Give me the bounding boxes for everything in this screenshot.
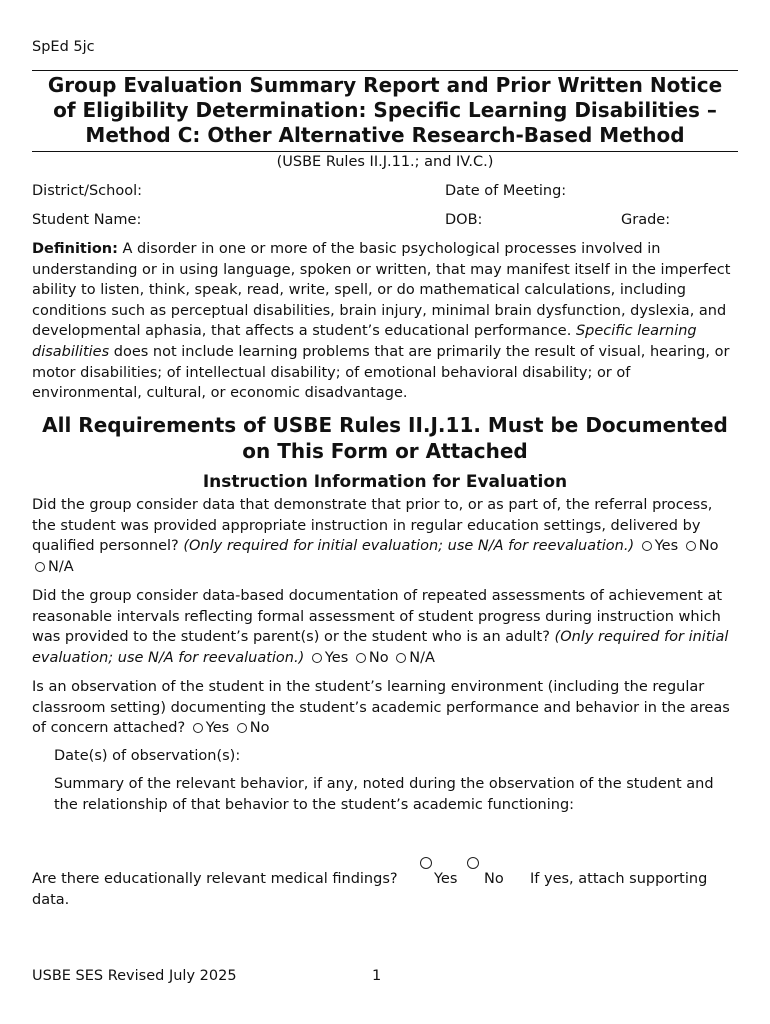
q2-no-option[interactable] bbox=[353, 650, 389, 666]
radio-icon[interactable] bbox=[686, 541, 696, 551]
title-line-2: of Eligibility Determination: Specific Learning Disabilities – bbox=[53, 98, 717, 122]
radio-icon[interactable] bbox=[237, 723, 247, 733]
question-1 bbox=[32, 495, 738, 577]
grade-field[interactable]: Grade: bbox=[621, 212, 671, 228]
definition-term: Specific learning disabilities bbox=[32, 323, 697, 360]
form-code: SpEd 5jc bbox=[32, 39, 95, 55]
rules-reference: (USBE Rules II.J.11.; and IV.C.) bbox=[276, 154, 494, 170]
definition-paragraph bbox=[32, 239, 738, 404]
date-of-meeting-field[interactable]: Date of Meeting: bbox=[445, 183, 567, 199]
definition-text-1: A disorder in one or more of the basic psychological processes involved in understanding or in using language, spoken or written, that may manifest itself in the imperfect ability to listen, think, speak, read, write, spell, or do mathematical calculations, including conditions such as perceptual disabilities, brain injury, minimal brain dysfunction, dyslexia, and developmental aphasia, that affects a student’s educational performance. bbox=[32, 241, 731, 340]
radio-icon[interactable] bbox=[356, 653, 366, 663]
page-title bbox=[32, 73, 738, 148]
student-name-field[interactable]: Student Name: bbox=[32, 212, 142, 228]
requirements-heading-line-2: on This Form or Attached bbox=[242, 439, 528, 463]
title-rule-top bbox=[32, 70, 738, 71]
medical-yes-label: Yes bbox=[434, 871, 458, 887]
instruction-heading: Instruction Information for Evaluation bbox=[202, 472, 568, 492]
title-line-1: Group Evaluation Summary Report and Prior Written Notice bbox=[47, 73, 723, 97]
medical-no-label: No bbox=[484, 871, 504, 887]
option-label: Yes bbox=[654, 538, 679, 555]
question-3-text: Is an observation of the student in the student’s learning environment (including the regular classroom setting) documenting the student’s academic performance and behavior in the areas of concern attached? bbox=[32, 679, 730, 737]
radio-icon[interactable] bbox=[312, 653, 322, 663]
medical-no-radio-icon[interactable] bbox=[467, 857, 479, 869]
q1-yes-option[interactable] bbox=[639, 538, 678, 554]
question-2-text: Did the group consider data-based documentation of repeated assessments of achievement at reasonable intervals reflecting formal assessment of student progress during instruction which was provided to the student’s parent(s) or the student who is an adult? bbox=[32, 588, 723, 646]
medical-findings-question: Are there educationally relevant medical findings? bbox=[32, 871, 398, 887]
footer-revised: USBE SES Revised July 2025 bbox=[32, 968, 237, 984]
dob-field[interactable]: DOB: bbox=[445, 212, 483, 228]
radio-icon[interactable] bbox=[193, 723, 203, 733]
q2-yes-option[interactable] bbox=[309, 650, 348, 666]
definition-text-2: does not include learning problems that are primarily the result of visual, hearing, or motor disabilities; of intellectual disability; of emotional behavioral disability; or of environmental, cultural, or economic disadvantage. bbox=[32, 343, 730, 402]
definition-label: Definition: bbox=[32, 241, 118, 257]
option-label: N/A bbox=[48, 558, 74, 575]
option-label: Yes bbox=[205, 720, 230, 737]
observation-summary-field[interactable]: Summary of the relevant behavior, if any, noted during the observation of the student and the relationship of that behavior to the student’s academic functioning: bbox=[54, 776, 714, 813]
q1-no-option[interactable] bbox=[683, 538, 719, 554]
title-rule-bottom bbox=[32, 151, 738, 152]
medical-yes-radio-icon[interactable] bbox=[420, 857, 432, 869]
question-2 bbox=[32, 586, 738, 668]
radio-icon[interactable] bbox=[35, 562, 45, 572]
q2-na-option[interactable] bbox=[393, 650, 435, 666]
option-label: N/A bbox=[409, 649, 435, 666]
radio-icon[interactable] bbox=[642, 541, 652, 551]
form-page bbox=[32, 0, 738, 1024]
q1-na-option[interactable] bbox=[32, 559, 74, 575]
option-label: No bbox=[249, 720, 270, 737]
question-1-note: (Only required for initial evaluation; use N/A for reevaluation.) bbox=[183, 538, 635, 555]
q3-yes-option[interactable] bbox=[190, 720, 229, 736]
radio-icon[interactable] bbox=[396, 653, 406, 663]
q3-no-option[interactable] bbox=[234, 720, 270, 736]
option-label: Yes bbox=[324, 649, 349, 666]
medical-attach-note-continued: data. bbox=[32, 892, 70, 908]
question-2-note: (Only required for initial evaluation; use N/A for reevaluation.) bbox=[32, 629, 729, 666]
footer-page-number: 1 bbox=[372, 968, 382, 984]
option-label: No bbox=[698, 538, 719, 555]
observation-dates-field[interactable]: Date(s) of observation(s): bbox=[54, 748, 241, 764]
option-label: No bbox=[368, 649, 389, 666]
district-school-field[interactable]: District/School: bbox=[32, 183, 142, 199]
requirements-heading bbox=[32, 412, 738, 464]
medical-attach-note: If yes, attach supporting bbox=[530, 871, 708, 887]
title-line-3: Method C: Other Alternative Research-Based Method bbox=[85, 123, 685, 147]
question-3 bbox=[32, 677, 738, 739]
requirements-heading-line-1: All Requirements of USBE Rules II.J.11. Must be Documented bbox=[42, 413, 728, 437]
question-1-text: Did the group consider data that demonstrate that prior to, or as part of, the referral process, the student was provided appropriate instruction in regular education settings, delivered by qualified personnel? bbox=[32, 497, 713, 555]
